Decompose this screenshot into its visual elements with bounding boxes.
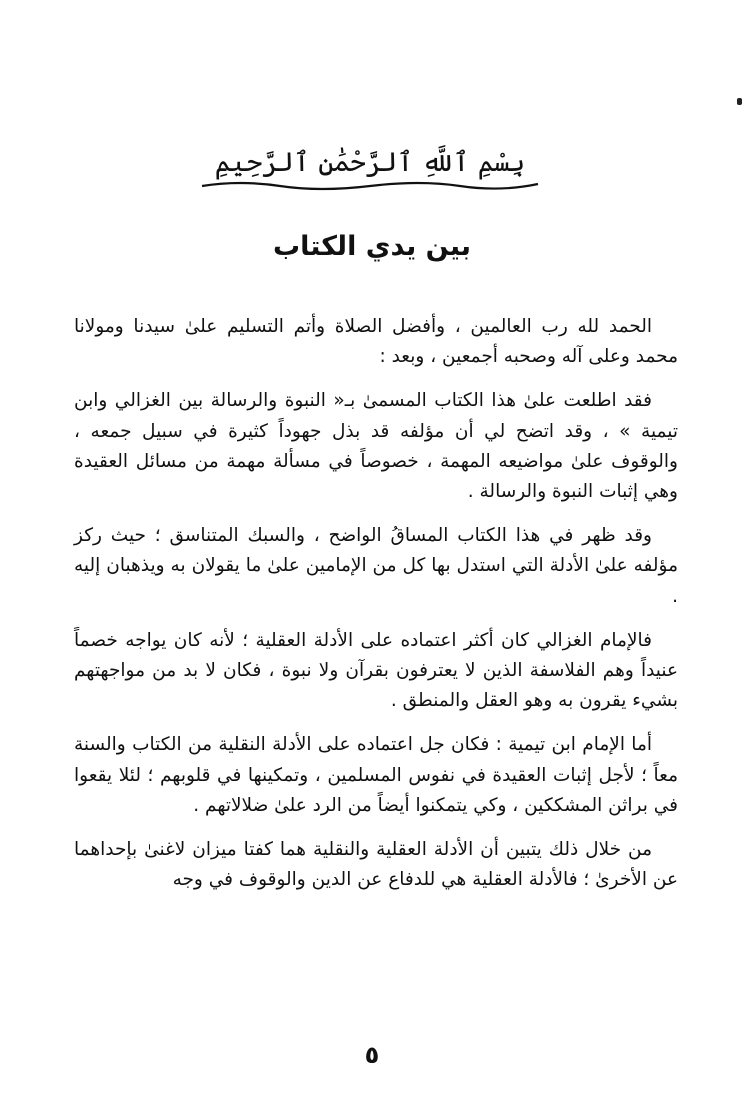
basmala-calligraphy (180, 140, 560, 200)
basmala-text: بِسْمِ ٱللَّهِ ٱلرَّحْمَٰنِ ٱلرَّحِيمِ (214, 147, 526, 178)
paragraph: وقد ظهر في هذا الكتاب المساقُ الواضح ، والسبك المتناسق ؛ حيث ركز مؤلفه علىٰ الأدلة التي استدل بها كل من الإمامين علىٰ ما يقولان به ويذهبان إليه . (74, 525, 678, 607)
paragraph: فقد اطلعت علىٰ هذا الكتاب المسمىٰ بـ« النبوة والرسالة بين الغزالي وابن تيمية » ، وقد اتضح لي أن مؤلفه قد بذل جهوداً كثيرة في سبيل جمعه ، والوقوف علىٰ مواضيعه المهمة ، خصوصاً في مسألة مهمة من مسائل العقيدة وهي إثبات النبوة والرسالة . (74, 390, 678, 503)
paragraph: من خلال ذلك يتبين أن الأدلة العقلية والنقلية هما كفتا ميزان لاغنىٰ بإحداهما عن الأخرىٰ ؛ فالأدلة العقلية هي للدفاع عن الدين والوقوف في وجه (74, 839, 678, 891)
paragraph: الحمد لله رب العالمين ، وأفضل الصلاة وأتم التسليم علىٰ سيدنا ومولانا محمد وعلى آله وصحبه أجمعين ، وبعد : (74, 316, 678, 368)
paragraph: فالإمام الغزالي كان أكثر اعتماده على الأدلة العقلية ؛ لأنه كان يواجه خصماً عنيداً وهم الفلاسفة الذين لا يعترفون بقرآن ولا نبوة ، فكان لا بد من مواجهتهم بشيء يقرون به وهو العقل والمنطق . (74, 629, 678, 712)
page-edge-mark (737, 98, 742, 105)
paragraph: أما الإمام ابن تيمية : فكان جل اعتماده على الأدلة النقلية من الكتاب والسنة معاً ؛ لأجل إثبات العقيدة في نفوس المسلمين ، وتمكينها في قلوبهم ؛ لئلا يقعوا في براثن المشككين ، وكي يتمكنوا أيضاً من الرد علىٰ ضلالاتهم . (74, 734, 678, 816)
page-title: بين يدي الكتاب (272, 231, 472, 262)
basmala-flourish (200, 178, 540, 192)
body-text (74, 312, 678, 909)
page-number: ٥ (364, 1041, 380, 1069)
